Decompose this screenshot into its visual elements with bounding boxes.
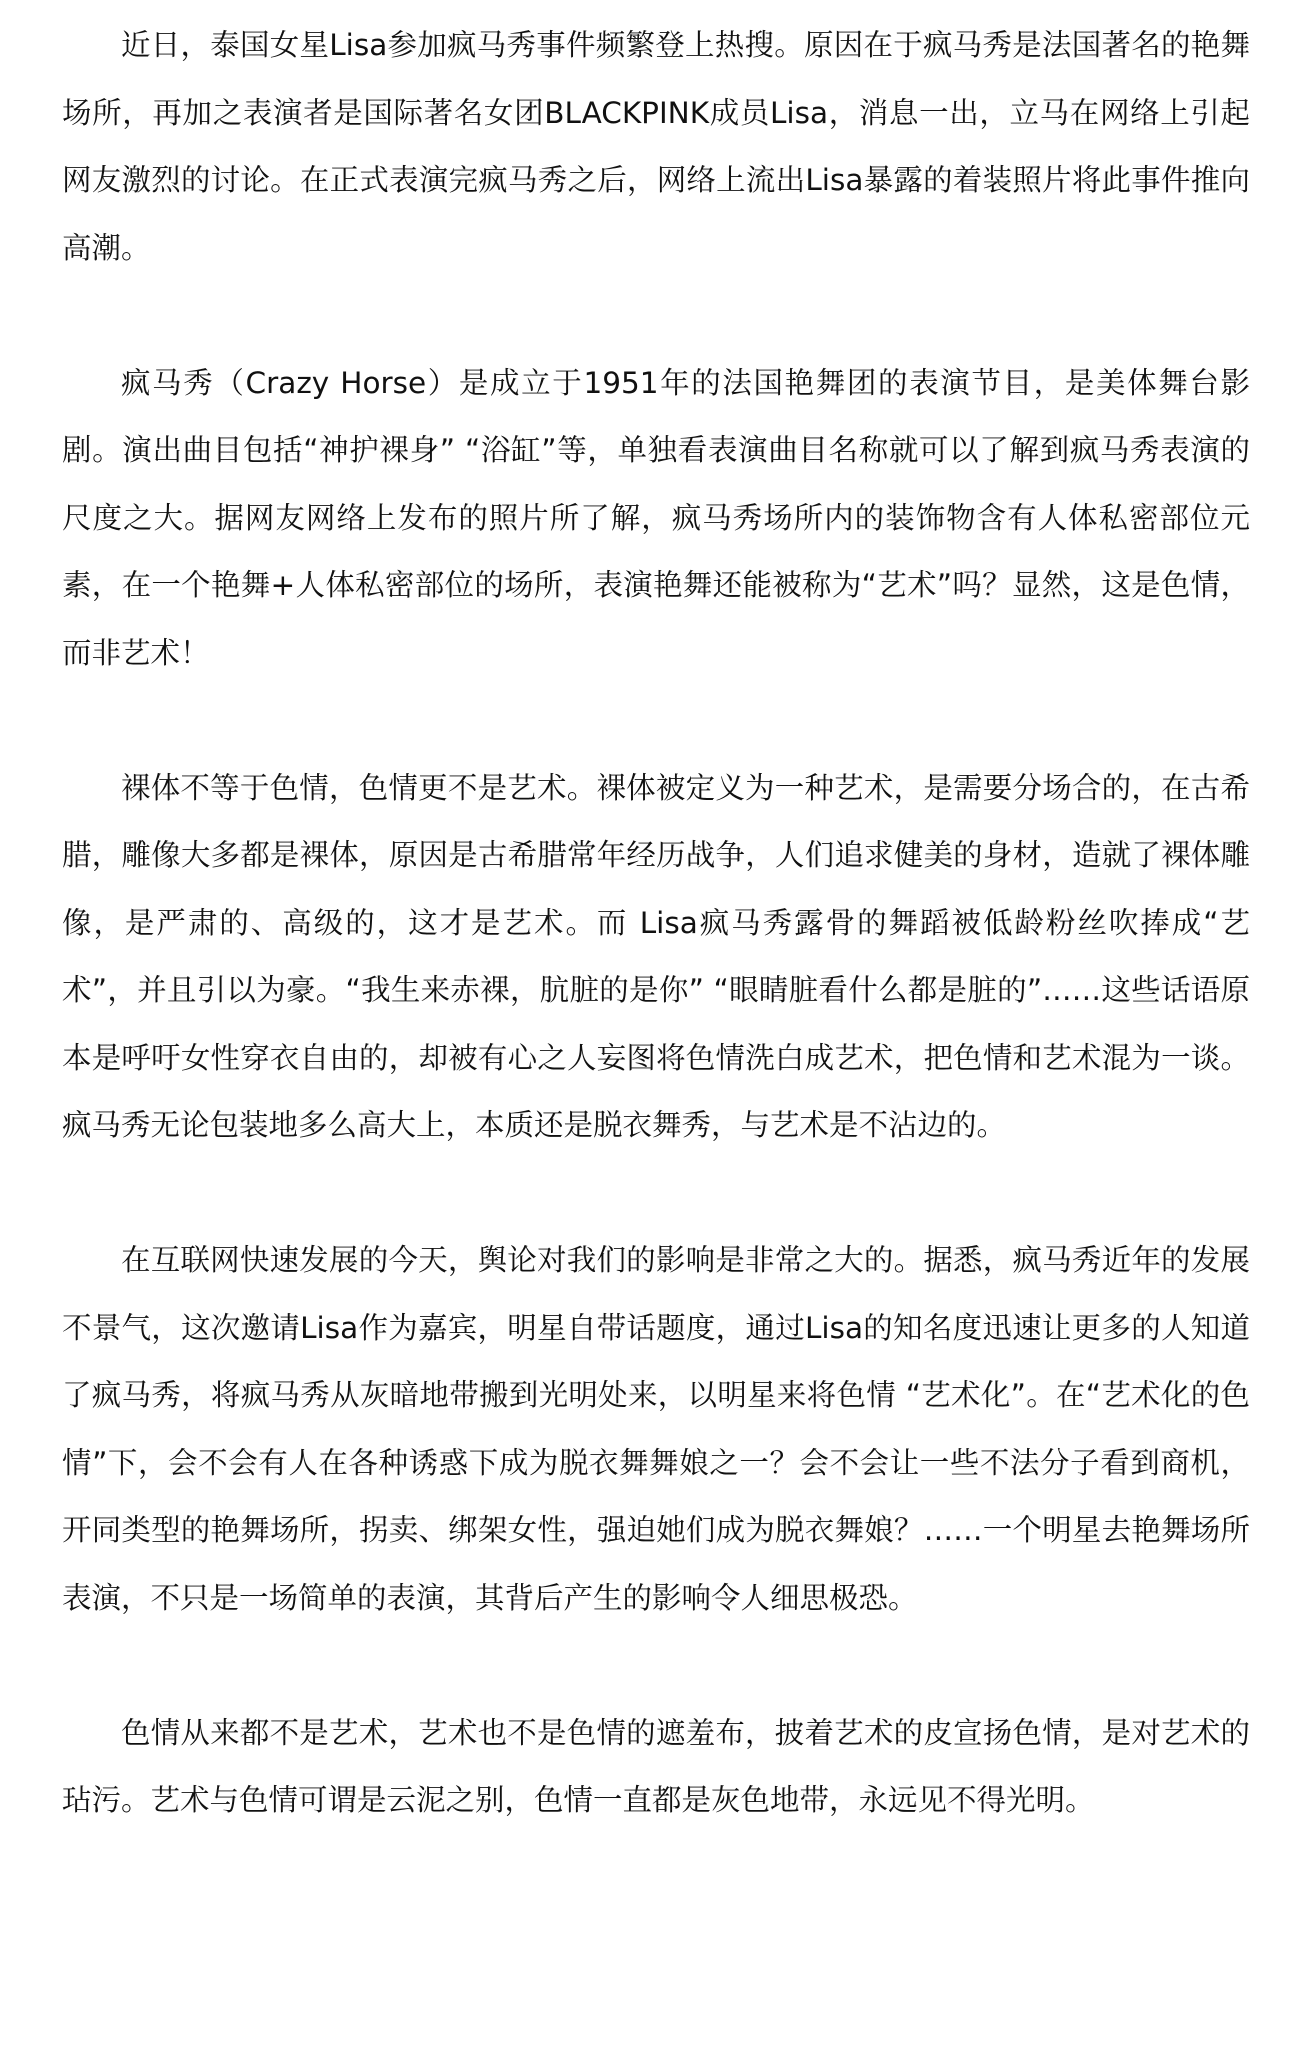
paragraph-1: 近日，泰国女星Lisa参加疯马秀事件频繁登上热搜。原因在于疯马秀是法国著名的艳舞场所，再加之表演者是国际著名女团BLACKPINK成员Lisa，消息一出，立马在网络上引起网友激烈的讨论。在正式表演完疯马秀之后，网络上流出Lisa暴露的着装照片将此事件推向高潮。 bbox=[62, 28, 1250, 265]
paragraph-5: 色情从来都不是艺术，艺术也不是色情的遮羞布，披着艺术的皮宣扬色情，是对艺术的玷污。艺术与色情可谓是云泥之别，色情一直都是灰色地带，永远见不得光明。 bbox=[62, 1715, 1250, 1817]
paragraph-2: 疯马秀（Crazy Horse）是成立于1951年的法国艳舞团的表演节目，是美体舞台影剧。演出曲目包括“神护裸身” “浴缸”等，单独看表演曲目名称就可以了解到疯马秀表演的尺度之大。据网友网络上发布的照片所了解，疯马秀场所内的装饰物含有人体私密部位元素，在一个艳舞+人体私密部位的场所，表演艳舞还能被称为“艺术”吗？显然，这是色情，而非艺术！ bbox=[62, 365, 1250, 670]
paragraph-4: 在互联网快速发展的今天，舆论对我们的影响是非常之大的。据悉，疯马秀近年的发展不景气，这次邀请Lisa作为嘉宾，明星自带话题度，通过Lisa的知名度迅速让更多的人知道了疯马秀，将疯马秀从灰暗地带搬到光明处来，以明星来将色情 “艺术化”。在“艺术化的色情”下，会不会有人在各种诱惑下成为脱衣舞舞娘之一？会不会让一些不法分子看到商机，开同类型的艳舞场所，拐卖、绑架女性，强迫她们成为脱衣舞娘？……一个明星去艳舞场所表演，不只是一场简单的表演，其背后产生的影响令人细思极恐。 bbox=[62, 1243, 1250, 1615]
paragraph-3: 裸体不等于色情，色情更不是艺术。裸体被定义为一种艺术，是需要分场合的，在古希腊，雕像大多都是裸体，原因是古希腊常年经历战争，人们追求健美的身材，造就了裸体雕像，是严肃的、高级的，这才是艺术。而 Lisa疯马秀露骨的舞蹈被低龄粉丝吹捧成“艺术”，并且引以为豪。“我生来赤裸，肮脏的是你” “眼睛脏看什么都是脏的”……这些话语原本是呼吁女性穿衣自由的，却被有心之人妄图将色情洗白成艺术，把色情和艺术混为一谈。疯马秀无论包装地多么高大上，本质还是脱衣舞秀，与艺术是不沾边的。 bbox=[62, 770, 1250, 1142]
article-body bbox=[62, 12, 1250, 1835]
